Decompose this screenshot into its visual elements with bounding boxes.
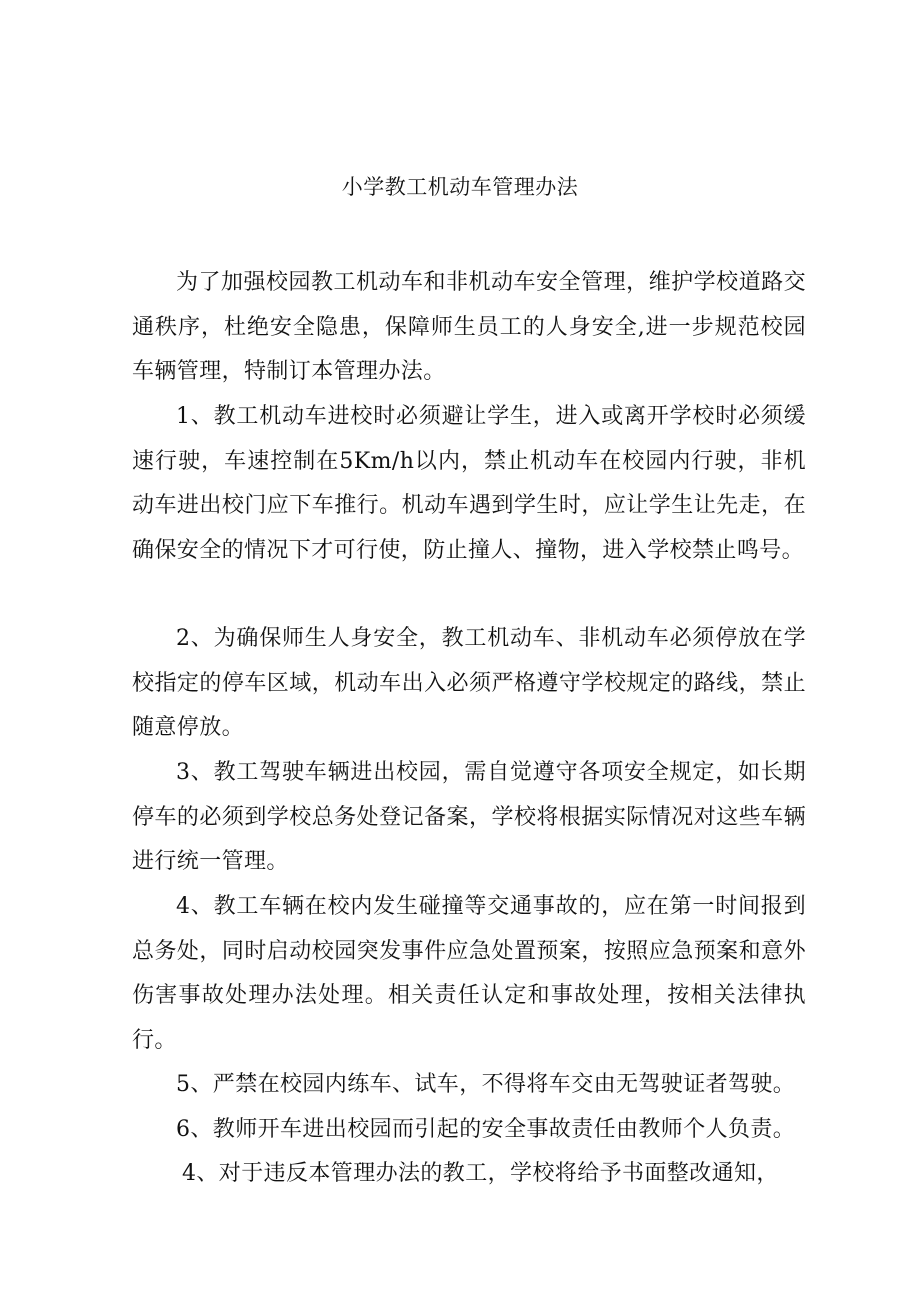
rule-paragraph-2: 2、为确保师生人身安全，教工机动车、非机动车必须停放在学校指定的停车区域，机动车出入必须严格遵守学校规定的路线，禁止随意停放。 bbox=[132, 626, 806, 740]
rule-paragraph-4: 4、教工车辆在校内发生碰撞等交通事故的，应在第一时间报到总务处，同时启动校园突发事件应急处置预案，按照应急预案和意外伤害事故处理办法处理。相关责任认定和事故处理，按相关法律执行。 bbox=[132, 894, 806, 1053]
intro-paragraph: 为了加强校园教工机动车和非机动车安全管理，维护学校道路交通秩序，杜绝安全隐患，保障师生员工的人身安全,进一步规范校园车辆管理，特制订本管理办法。 bbox=[132, 270, 806, 384]
rule-paragraph-7: 4、对于违反本管理办法的教工，学校将给予书面整改通知， bbox=[182, 1161, 779, 1186]
rule-paragraph-3: 3、教工驾驶车辆进出校园，需自觉遵守各项安全规定，如长期停车的必须到学校总务处登记备案，学校将根据实际情况对这些车辆进行统一管理。 bbox=[132, 760, 806, 874]
document-title: 小学教工机动车管理办法 bbox=[341, 175, 579, 199]
rule-paragraph-6: 6、教师开车进出校园而引起的安全事故责任由教师个人负责。 bbox=[176, 1117, 796, 1142]
rule-paragraph-5: 5、严禁在校园内练车、试车，不得将车交由无驾驶证者驾驶。 bbox=[176, 1072, 796, 1097]
rule-paragraph-1: 1、教工机动车进校时必须避让学生，进入或离开学校时必须缓速行驶，车速控制在5Km/h以内，禁止机动车在校园内行驶，非机动车进出校门应下车推行。机动车遇到学生时，应让学生让先走，在确保安全的情况下才可行使，防止撞人、撞物，进入学校禁止鸣号。 bbox=[132, 404, 806, 563]
